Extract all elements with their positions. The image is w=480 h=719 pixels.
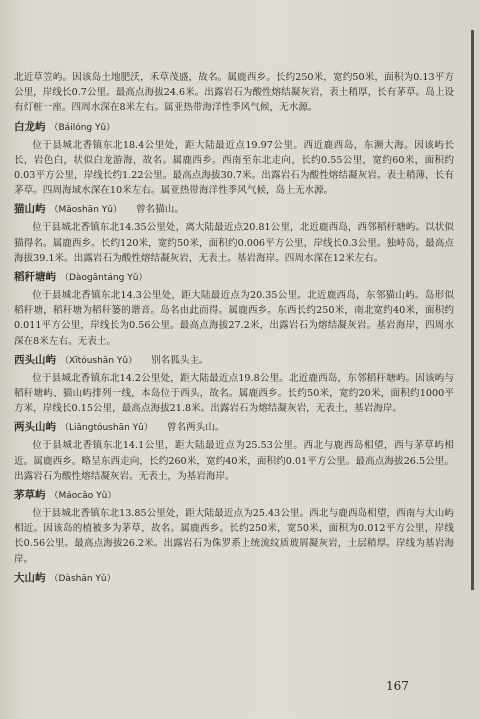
entry-text: 位于县城北香镇东北14.35公里处，离大陆最近点20.81公里，北近鹿西岛，西邻稻杆塘屿。以状似猫得名。属鹿西乡。长约120米，宽约50米，面积约0.006平方公里，岸线长0.3公里。独峙岛，最高点海拔39.1米。出露岩石为酸性熔结凝灰岩，无表土。基岩海岸。四周水深在12米左右。 <box>14 222 454 264</box>
entry-maocao-yu <box>14 488 454 567</box>
entry-name: 西头山屿 <box>14 353 56 366</box>
entry-text: 位于县城北香镇东北18.4公里处，距大陆最近点19.97公里。西近鹿西岛，东濒大海。因该屿长长，岩色白，状似白龙游海，故名。属鹿西乡。西南至东北走向，长约0.55公里，宽约60米，面积约0.03平方公里，岸线长约1.22公里。最高点海拔30.7米。出露岩石为酸性熔结凝灰岩。表土稍薄，长有茅草。四周海域水深在10米左右。属亚热带海洋性季风气候，岛上无水源。 <box>14 139 454 197</box>
entry-name: 稻秆塘屿 <box>14 271 56 284</box>
entry-text: 位于县城北香镇东北14.1公里，距大陆最近点为25.53公里。西北与鹿西岛相望，西与茅草屿相近。属鹿西乡。略呈东西走向，长约260米，宽约40米，面积约0.01平方公里。最高点海拔26.5公里。出露岩石为酸性熔结凝灰岩。无表土，为基岩海岸。 <box>14 440 454 482</box>
intro-paragraph: 北近草笠屿。因该岛土地肥沃，禾草茂盛，故名。属鹿西乡。长约250米，宽约50米，面积为0.13平方公里，岸线长0.7公里。最高点海拔24.6米。出露岩石为酸性熔结凝灰岩，表土稍厚，长有茅草。岛上设有灯桩一座。四周水深在8米左右。属亚热带海洋性季风气候，无水源。 <box>14 72 454 114</box>
entry-pinyin: （Báilóng Yǔ） <box>49 122 116 133</box>
entry-bailong-yu <box>14 120 454 199</box>
entry-liangtoushan-yu <box>14 420 454 484</box>
entry-pinyin: （Dàogǎntáng Yǔ） <box>60 273 148 284</box>
entry-xitoushan-yu <box>14 353 454 417</box>
entry-name: 茅草屿 <box>14 489 46 502</box>
entry-pinyin: （Māoshān Yǔ） <box>49 205 122 216</box>
entry-heading <box>14 420 454 436</box>
entry-name: 白龙屿 <box>14 120 46 133</box>
entry-pinyin: （Máocǎo Yǔ） <box>49 491 117 502</box>
entry-name: 两头山屿 <box>14 421 56 434</box>
entry-dashan-yu <box>14 571 454 587</box>
page-number: 167 <box>386 679 409 693</box>
entry-heading <box>14 202 454 218</box>
entry-heading <box>14 120 454 136</box>
entry-alias: 曾名猫山。 <box>135 204 184 216</box>
entry-daogantang-yu <box>14 270 454 349</box>
entry-maoshan-yu <box>14 202 454 266</box>
entry-name: 猫山屿 <box>14 203 46 216</box>
entry-pinyin: （Dàshān Yǔ） <box>49 573 116 584</box>
entry-alias: 曾名两头山。 <box>166 422 225 434</box>
entry-text: 位于县城北香镇东北14.3公里处，距大陆最近点为20.35公里。北近鹿西岛，东邻猫山屿。岛形似稻秆塘，稻秆塘为稻秆篓的谐音。岛名由此而得。属鹿西乡。东西长约250米，南北宽约40米，面积约0.011平方公里，岸线长为0.56公里。最高点海拔27.2米，出露岩石为熔结凝灰岩。基岩海岸，四周水深在8米左右。无表土。 <box>14 290 454 347</box>
page-content <box>14 70 454 589</box>
entry-heading <box>14 488 454 504</box>
entry-heading <box>14 353 454 369</box>
entry-pinyin: （Xītóushān Yǔ） <box>60 355 138 366</box>
entry-alias: 别名狐头主。 <box>151 354 209 366</box>
entry-text: 位于县城北香镇东北14.2公里处，距大陆最近点19.8公里。北近鹿西岛，东邻稻秆塘屿。因该屿与稻秆塘屿、猫山屿排列一线，本岛位于西头，故名。属鹿西乡。长约50米，宽约20米，面积约1000平方米，岸线长0.15公里，最高点海拔21.8米。出露岩石为熔结凝灰岩，无表土，基岩海岸。 <box>14 372 454 415</box>
entry-heading <box>14 571 454 587</box>
entry-text: 位于县城北香镇东北13.85公里处，距大陆最近点为25.43公里。西北与鹿西岛相望，西南与大山屿相近。因该岛的植被多为茅草，故名。属鹿西乡。长约250米，宽50米，面积为0.012平方公里，岸线长0.56公里。最高点海拔26.2米。出露岩石为侏罗系上统流纹质玻屑凝灰岩，土层稍厚。岸线为基岩海岸。 <box>14 508 454 565</box>
entry-name: 大山屿 <box>14 571 46 584</box>
entry-heading <box>14 270 454 286</box>
entry-pinyin: （Liǎngtóushān Yǔ） <box>60 423 153 434</box>
book-spine-edge <box>471 30 474 590</box>
